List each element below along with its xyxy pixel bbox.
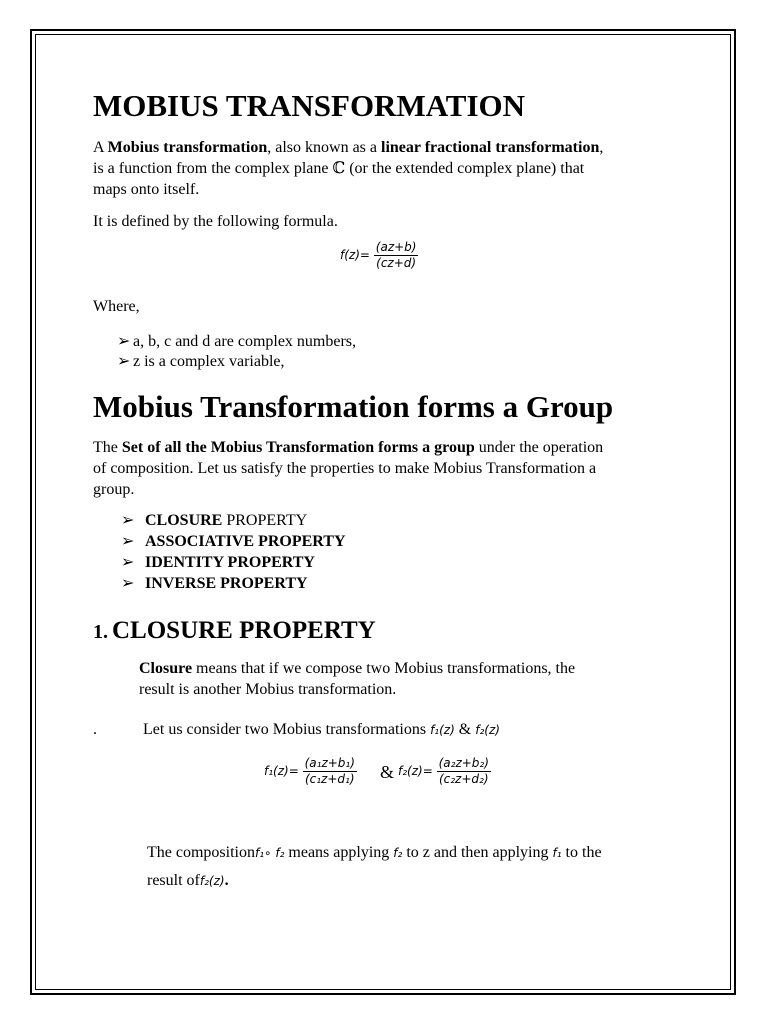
f1-fraction xyxy=(303,756,357,787)
group-para-line-3: group. xyxy=(93,481,135,498)
arrow-bullet-icon: ➢ xyxy=(121,554,135,571)
intro-text-a: A xyxy=(93,139,108,156)
property-closure-bold: CLOSURE xyxy=(145,512,223,529)
f2-lhs: f₂(z)= xyxy=(398,764,433,778)
f2-numerator: (a₂z+b₂) xyxy=(438,756,489,770)
where-item-1 xyxy=(117,332,356,352)
arrow-bullet-icon: ➢ xyxy=(117,353,131,370)
where-item-2 xyxy=(117,352,285,372)
intro-line-1 xyxy=(93,137,603,158)
closure-para-rest: means that if we compose two Mobius transformations, the xyxy=(192,660,576,677)
closure-heading xyxy=(93,617,376,645)
property-item-inverse xyxy=(121,574,308,594)
intro-term-mobius: Mobius transformation xyxy=(107,139,268,156)
arrow-bullet-icon: ➢ xyxy=(117,333,131,350)
f1-lhs: f₁(z)= xyxy=(264,764,299,778)
group-para-bold: Set of all the Mobius Transformation forms a group xyxy=(121,439,475,456)
group-heading: Mobius Transformation forms a Group xyxy=(93,389,614,424)
formula-numerator: (az+b) xyxy=(375,240,417,254)
intro-text-c: , also known as a xyxy=(267,139,381,156)
consider-text: Let us consider two Mobius transformations xyxy=(143,721,427,738)
arrow-bullet-icon: ➢ xyxy=(121,533,135,550)
closure-para-line-2: result is another Mobius transformation. xyxy=(139,681,397,698)
closure-para-bold: Closure xyxy=(139,660,193,677)
arrow-bullet-icon: ➢ xyxy=(121,575,135,592)
closure-heading-text: CLOSURE PROPERTY xyxy=(112,617,376,644)
consider-line xyxy=(143,719,500,741)
closure-number: 1. xyxy=(93,621,108,643)
page-title: MOBIUS TRANSFORMATION xyxy=(93,88,526,123)
defined-text: It is defined by the following formula. xyxy=(93,213,338,230)
arrow-bullet-icon: ➢ xyxy=(121,512,135,529)
comp-f2z: f₂(z) xyxy=(199,874,225,888)
f2-fraction xyxy=(437,756,491,787)
property-associative-bold: ASSOCIATIVE PROPERTY xyxy=(145,533,346,550)
group-para-line-2: of composition. Let us satisfy the properties to make Mobius Transformation a xyxy=(93,460,597,477)
group-para-a: The xyxy=(93,439,122,456)
intro-term-linear: linear fractional transformation xyxy=(381,139,600,156)
intro-text-d: , xyxy=(599,139,604,156)
consider-f2: f₂(z) xyxy=(475,723,500,737)
closure-para-line-1 xyxy=(139,658,575,679)
group-para-c: under the operation xyxy=(474,439,604,456)
f1-denominator: (c₁z+d₁) xyxy=(304,772,355,786)
consider-f1: f₁(z) xyxy=(430,723,455,737)
comp-text-a: The composition xyxy=(147,844,255,861)
formula-amp: & xyxy=(380,762,395,782)
where-label: Where, xyxy=(93,298,140,315)
composition-line-1 xyxy=(147,842,602,864)
formula-fraction xyxy=(374,240,419,271)
intro-line-3: maps onto itself. xyxy=(93,181,200,198)
where-item-1-text: a, b, c and d are complex numbers, xyxy=(133,333,357,350)
formula-denominator: (cz+d) xyxy=(376,256,417,270)
comp-line2-text: result of xyxy=(147,872,200,889)
closure-dot: . xyxy=(93,721,97,738)
group-para-line-1 xyxy=(93,437,603,458)
mobius-formula xyxy=(340,240,418,271)
property-inverse-bold: INVERSE PROPERTY xyxy=(145,575,308,592)
property-identity-bold: IDENTITY PROPERTY xyxy=(145,554,315,571)
comp-f1: f₁ xyxy=(552,846,562,860)
formula-lhs: f(z)= xyxy=(340,248,370,262)
comp-f1-circ-f2: f₁∘ f₂ xyxy=(254,846,285,860)
consider-amp: & xyxy=(458,721,472,738)
property-closure-rest: PROPERTY xyxy=(222,512,308,529)
f2-denominator: (c₂z+d₂) xyxy=(438,772,489,786)
property-item-identity xyxy=(121,553,315,573)
property-item-closure xyxy=(121,511,307,531)
comp-end: . xyxy=(224,872,229,889)
where-item-2-text: z is a complex variable, xyxy=(133,353,285,370)
comp-text-b: means applying xyxy=(284,844,394,861)
f2-formula xyxy=(398,756,491,787)
intro-line-2: is a function from the complex plane ℂ (or the extended complex plane) that xyxy=(93,160,585,177)
composition-line-2 xyxy=(147,870,229,892)
comp-text-c: to z and then applying xyxy=(402,844,553,861)
comp-f2: f₂ xyxy=(393,846,403,860)
f1-numerator: (a₁z+b₁) xyxy=(304,756,355,770)
f1-formula xyxy=(264,756,357,787)
property-item-associative xyxy=(121,532,346,552)
comp-text-d: to the xyxy=(561,844,602,861)
